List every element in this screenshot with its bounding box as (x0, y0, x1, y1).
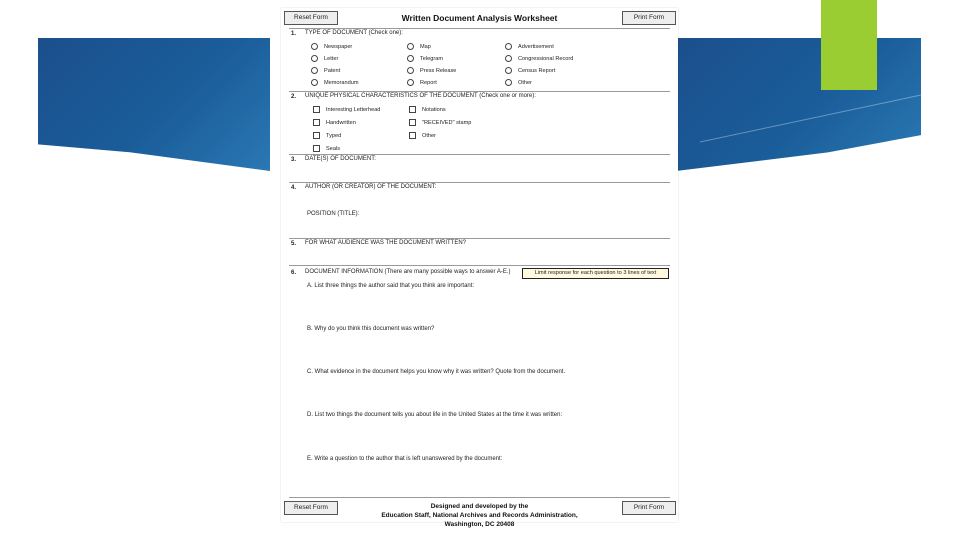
question-number: 5. (291, 241, 297, 247)
header-band-left (38, 38, 270, 171)
checkbox-handwritten[interactable]: Handwritten (313, 119, 356, 126)
question-number: 6. (291, 270, 297, 276)
question-6a[interactable]: A. List three things the author said that you think are important: (307, 283, 475, 289)
divider (289, 154, 670, 155)
checkbox-typed[interactable]: Typed (313, 132, 341, 139)
divider (289, 28, 670, 29)
checkbox-interesting-letterhead[interactable]: Interesting Letterhead (313, 106, 380, 113)
checkbox-other[interactable]: Other (409, 132, 436, 139)
radio-icon (311, 55, 318, 62)
radio-icon (407, 67, 414, 74)
divider (289, 497, 670, 498)
radio-icon (311, 79, 318, 86)
radio-map[interactable]: Map (407, 43, 431, 50)
radio-newspaper[interactable]: Newspaper (311, 43, 352, 50)
footer-line-1: Designed and developed by the (430, 503, 529, 510)
worksheet-title: Written Document Analysis Worksheet (401, 13, 558, 23)
radio-other[interactable]: Other (505, 79, 532, 86)
checkbox-icon (313, 106, 320, 113)
radio-report[interactable]: Report (407, 79, 437, 86)
divider (289, 91, 670, 92)
question-number: 1. (291, 31, 297, 37)
divider (289, 238, 670, 239)
radio-census-report[interactable]: Census Report (505, 67, 555, 74)
radio-congressional-record[interactable]: Congressional Record (505, 55, 573, 62)
worksheet (281, 8, 678, 528)
green-accent-bar (821, 0, 877, 90)
radio-icon (505, 55, 512, 62)
checkbox-icon (409, 119, 416, 126)
question-number: 4. (291, 185, 297, 191)
question-6c[interactable]: C. What evidence in the document helps you know why it was written? Quote from the document. (307, 369, 566, 375)
response-limit-note: Limit response for each question to 3 lines of text (522, 268, 669, 279)
question-number: 2. (291, 94, 297, 100)
question-author[interactable]: AUTHOR (OR CREATOR) OF THE DOCUMENT: (305, 184, 437, 190)
radio-letter[interactable]: Letter (311, 55, 338, 62)
question-6e[interactable]: E. Write a question to the author that is left unanswered by the document: (307, 456, 503, 462)
question-audience[interactable]: FOR WHAT AUDIENCE WAS THE DOCUMENT WRITTEN? (305, 240, 467, 246)
radio-icon (505, 67, 512, 74)
print-form-button-bottom[interactable]: Print Form (622, 501, 676, 515)
radio-icon (407, 55, 414, 62)
question-6b[interactable]: B. Why do you think this document was written? (307, 326, 435, 332)
checkbox-icon (313, 132, 320, 139)
radio-icon (505, 43, 512, 50)
radio-memorandum[interactable]: Memorandum (311, 79, 359, 86)
radio-icon (407, 79, 414, 86)
checkbox-icon (409, 106, 416, 113)
question-6d[interactable]: D. List two things the document tells you about life in the United States at the time it was written: (307, 412, 563, 418)
footer-line-2: Education Staff, National Archives and Records Administration, (381, 512, 578, 519)
checkbox-seals[interactable]: Seals (313, 145, 340, 152)
footer-credit (281, 502, 678, 529)
question-date[interactable]: DATE(S) OF DOCUMENT: (305, 156, 376, 162)
question-document-information: DOCUMENT INFORMATION (There are many possible ways to answer A-E.) (305, 269, 511, 275)
question-physical-characteristics: UNIQUE PHYSICAL CHARACTERISTICS OF THE DOCUMENT (Check one or more): (305, 93, 536, 99)
checkbox-notations[interactable]: Notations (409, 106, 446, 113)
print-form-button-top[interactable]: Print Form (622, 11, 676, 25)
question-number: 3. (291, 157, 297, 163)
radio-advertisement[interactable]: Advertisement (505, 43, 554, 50)
radio-icon (311, 67, 318, 74)
reset-form-button-top[interactable]: Reset Form (284, 11, 338, 25)
divider (289, 182, 670, 183)
radio-press-release[interactable]: Press Release (407, 67, 456, 74)
question-type-of-document: TYPE OF DOCUMENT (Check one): (305, 30, 403, 36)
radio-telegram[interactable]: Telegram (407, 55, 443, 62)
question-position[interactable]: POSITION (TITLE): (307, 211, 360, 217)
reset-form-button-bottom[interactable]: Reset Form (284, 501, 338, 515)
checkbox-icon (313, 119, 320, 126)
checkbox-icon (313, 145, 320, 152)
radio-icon (505, 79, 512, 86)
checkbox-icon (409, 132, 416, 139)
checkbox-received-stamp[interactable]: "RECEIVED" stamp (409, 119, 471, 126)
radio-patent[interactable]: Patent (311, 67, 340, 74)
footer-line-3: Washington, DC 20408 (444, 521, 515, 528)
radio-icon (311, 43, 318, 50)
radio-icon (407, 43, 414, 50)
divider (289, 265, 670, 266)
